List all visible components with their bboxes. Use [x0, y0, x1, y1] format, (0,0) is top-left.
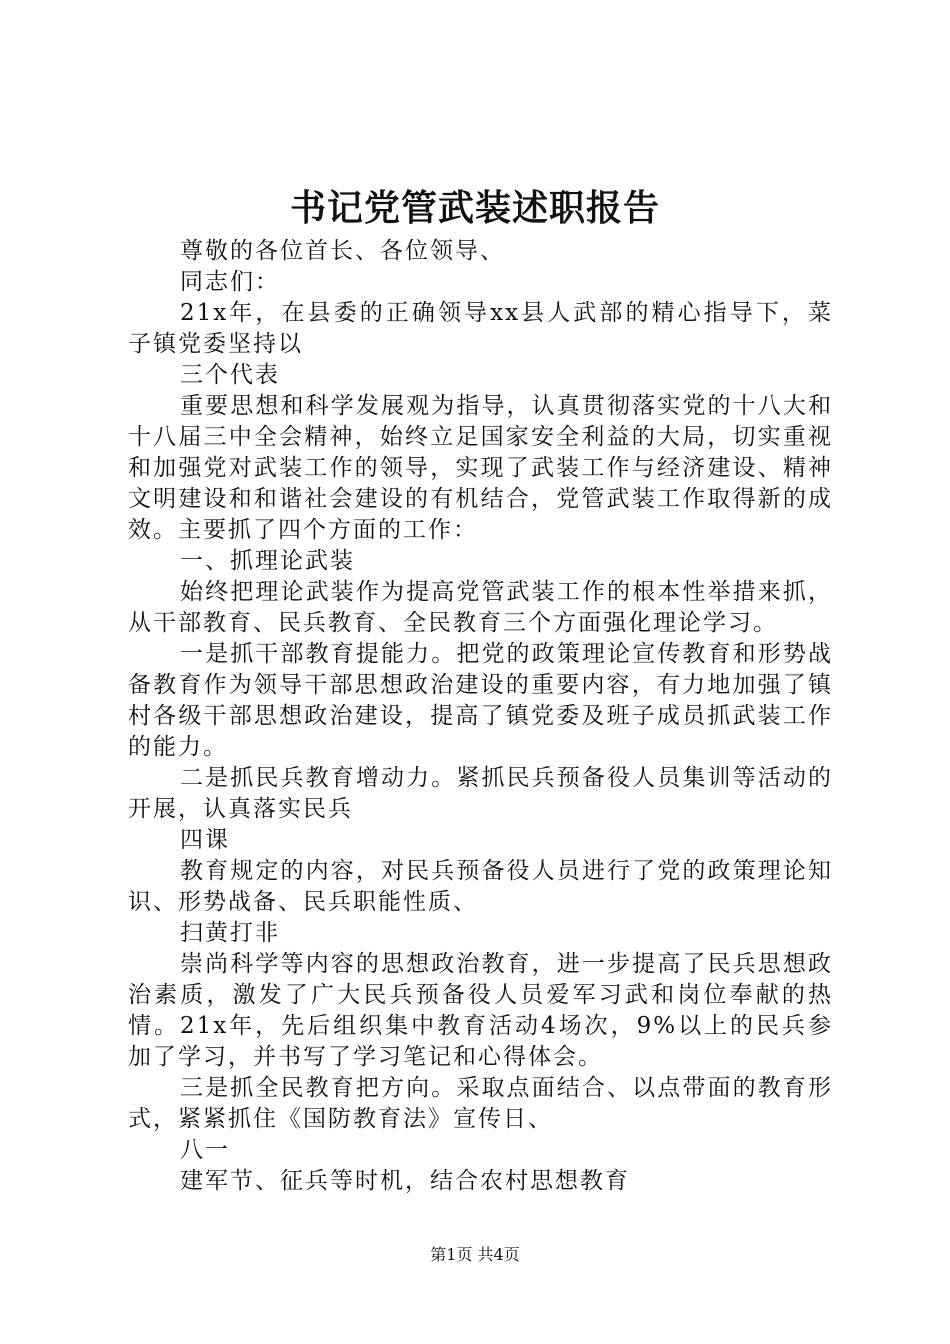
- paragraph: 建军节、征兵等时机，结合农村思想教育: [180, 1168, 630, 1194]
- paragraph: 始终把理论武装作为提高党管武装工作的根本性举措来抓，从干部教育、民兵教育、全民教育三个方面强化理论学习。: [128, 579, 833, 636]
- paragraph: 四课: [180, 827, 230, 853]
- page-number-footer: 第1页 共4页: [430, 1245, 520, 1264]
- paragraph: 三是抓全民教育把方向。采取点面结合、以点带面的教育形式，紧紧抓住《国防教育法》宣传日、: [128, 1075, 833, 1132]
- paragraph: 重要思想和科学发展观为指导，认真贯彻落实党的十八大和十八届三中全会精神，始终立足国家安全利益的大局，切实重视和加强党对武装工作的领导，实现了武装工作与经济建设、精神文明建设和和谐社会建设的有机结合，党管武装工作取得新的成效。主要抓了四个方面的工作：: [128, 393, 833, 543]
- paragraph: 二是抓民兵教育增动力。紧抓民兵预备役人员集训等活动的开展，认真落实民兵: [128, 765, 833, 822]
- paragraph: 一是抓干部教育提能力。把党的政策理论宣传教育和形势战备教育作为领导干部思想政治建设的重要内容，有力地加强了镇村各级干部思想政治建设，提高了镇党委及班子成员抓武装工作的能力。: [128, 641, 833, 760]
- paragraph: 教育规定的内容，对民兵预备役人员进行了党的政策理论知识、形势战备、民兵职能性质、: [128, 858, 833, 915]
- paragraph: 扫黄打非: [180, 920, 280, 946]
- document-title: 书记党管武装述职报告: [289, 187, 660, 229]
- paragraph: 八一: [180, 1137, 230, 1163]
- paragraph-salutation-2: 同志们：: [180, 269, 280, 295]
- paragraph: 崇尚科学等内容的思想政治教育，进一步提高了民兵思想政治素质，激发了广大民兵预备役人员爱军习武和岗位奉献的热情。21x年，先后组织集中教育活动4场次，9%以上的民兵参加了学习，并书写了学习笔记和心得体会。: [128, 951, 833, 1070]
- document-body: [128, 236, 833, 1197]
- paragraph: 21x年，在县委的正确领导xx县人武部的精心指导下，菜子镇党委坚持以: [128, 300, 833, 357]
- section-heading: 一、抓理论武装: [180, 548, 355, 574]
- paragraph-salutation-1: 尊敬的各位首长、各位领导、: [180, 238, 505, 264]
- paragraph: 三个代表: [180, 362, 280, 388]
